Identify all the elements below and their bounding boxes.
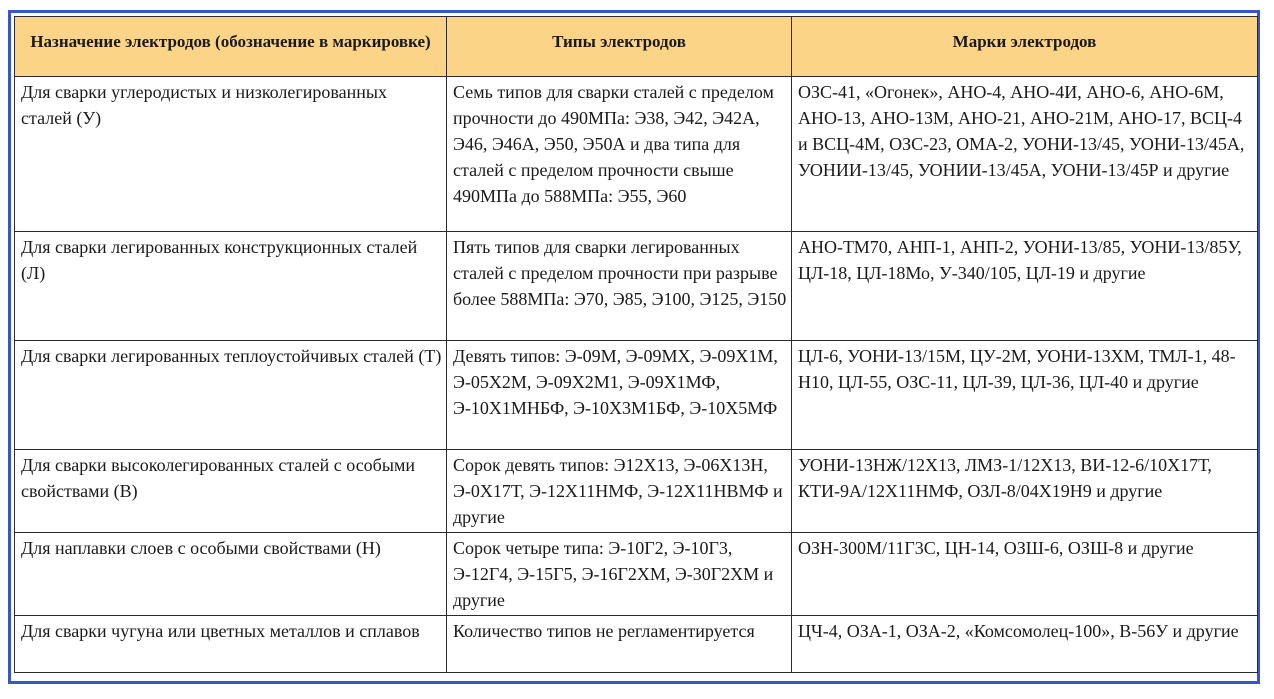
cell-types: Сорок девять типов: Э12Х13, Э-06Х13Н, Э-0Х17Т, Э-12Х11НМФ, Э-12Х11НВМФ и другие (447, 450, 792, 533)
table-row (15, 533, 1258, 616)
header-row (15, 17, 1258, 77)
table-row (15, 341, 1258, 450)
table-row (15, 450, 1258, 533)
cell-types: Количество типов не регламентируется (447, 616, 792, 673)
table-row (15, 232, 1258, 341)
cell-purpose: Для сварки легированных конструкционных сталей (Л) (15, 232, 447, 341)
cell-types: Девять типов: Э-09М, Э-09МХ, Э-09Х1М, Э-05Х2М, Э-09Х2М1, Э-09Х1МФ, Э-10Х1МНБФ, Э-10Х3М1БФ, Э-10Х5МФ (447, 341, 792, 450)
cell-brands: АНО-ТМ70, АНП-1, АНП-2, УОНИ-13/85, УОНИ-13/85У, ЦЛ-18, ЦЛ-18Мо, У-340/105, ЦЛ-19 и другие (792, 232, 1258, 341)
cell-brands: ОЗН-300М/11Г3С, ЦН-14, ОЗШ-6, ОЗШ-8 и другие (792, 533, 1258, 616)
cell-purpose: Для сварки легированных теплоустойчивых сталей (Т) (15, 341, 447, 450)
header-brands: Марки электродов (792, 17, 1258, 77)
header-purpose: Назначение электродов (обозначение в маркировке) (15, 17, 447, 77)
cell-brands: УОНИ-13НЖ/12Х13, ЛМЗ-1/12Х13, ВИ-12-6/10Х17Т, КТИ-9А/12Х11НМФ, ОЗЛ-8/04Х19Н9 и другие (792, 450, 1258, 533)
table-row (15, 616, 1258, 673)
cell-purpose: Для сварки углеродистых и низколегированных сталей (У) (15, 77, 447, 232)
cell-types: Семь типов для сварки сталей с пределом прочности до 490МПа: Э38, Э42, Э42А, Э46, Э46А, Э50, Э50А и два типа для сталей с пределом прочности свыше 490МПа до 588МПа: Э55, Э60 (447, 77, 792, 232)
cell-brands: ОЗС-41, «Огонек», АНО-4, АНО-4И, АНО-6, АНО-6М, АНО-13, АНО-13М, АНО-21, АНО-21М, АНО-17, ВСЦ-4 и ВСЦ-4М, ОЗС-23, ОМА-2, УОНИ-13/45, УОНИ-13/45А, УОНИИ-13/45, УОНИИ-13/45А, УОНИ-13/45Р и другие (792, 77, 1258, 232)
electrodes-table (14, 16, 1258, 673)
cell-types: Сорок четыре типа: Э-10Г2, Э-10Г3, Э-12Г4, Э-15Г5, Э-16Г2ХМ, Э-30Г2ХМ и другие (447, 533, 792, 616)
cell-purpose: Для наплавки слоев с особыми свойствами (Н) (15, 533, 447, 616)
cell-types: Пять типов для сварки легированных сталей с пределом прочности при разрыве более 588МПа: Э70, Э85, Э100, Э125, Э150 (447, 232, 792, 341)
cell-brands: ЦЧ-4, ОЗА-1, ОЗА-2, «Комсомолец-100», В-56У и другие (792, 616, 1258, 673)
table-row (15, 77, 1258, 232)
cell-purpose: Для сварки высоколегированных сталей с особыми свойствами (В) (15, 450, 447, 533)
table-frame (8, 10, 1260, 684)
header-types: Типы электродов (447, 17, 792, 77)
cell-brands: ЦЛ-6, УОНИ-13/15М, ЦУ-2М, УОНИ-13ХМ, ТМЛ-1, 48-Н10, ЦЛ-55, ОЗС-11, ЦЛ-39, ЦЛ-36, ЦЛ-40 и другие (792, 341, 1258, 450)
cell-purpose: Для сварки чугуна или цветных металлов и сплавов (15, 616, 447, 673)
